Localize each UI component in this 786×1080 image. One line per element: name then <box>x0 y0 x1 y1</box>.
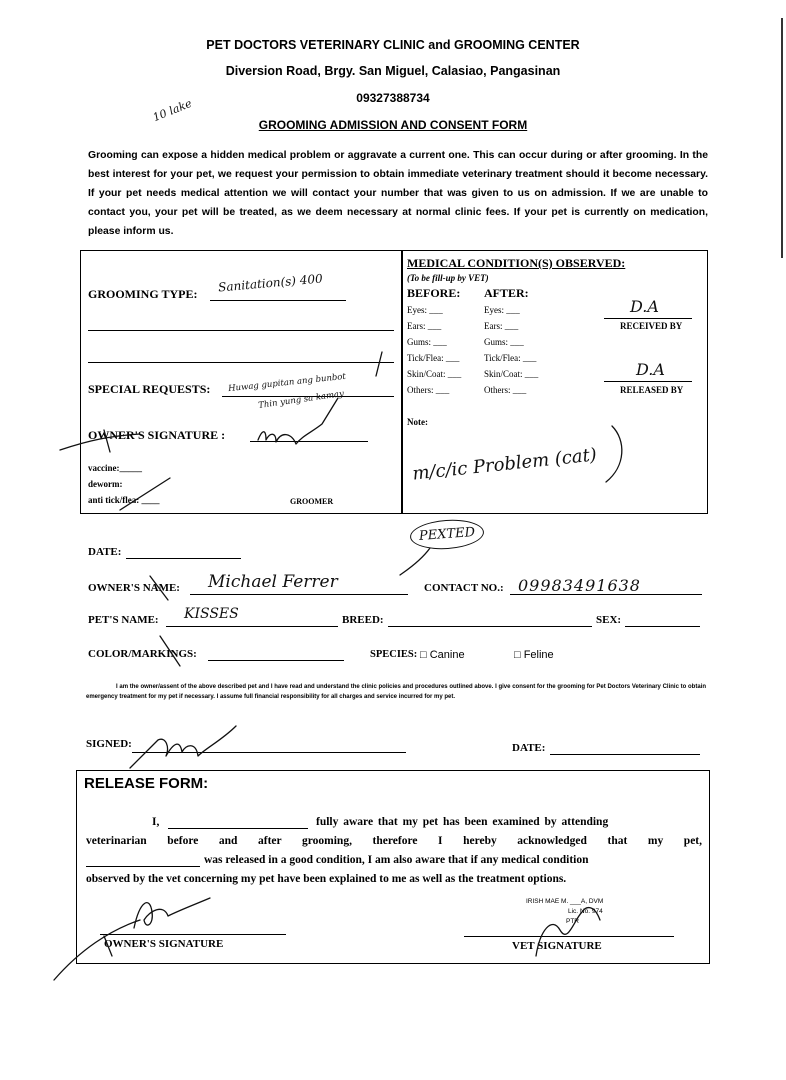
vet-stamp-name: IRISH MAE M. ___A, DVM <box>526 898 604 905</box>
owner-name-label: OWNER'S NAME: <box>88 582 180 594</box>
form-title: GROOMING ADMISSION AND CONSENT FORM <box>258 118 528 132</box>
note-value[interactable]: m/c/ic Problem (cat) <box>411 444 598 485</box>
release-text-1: fully aware that my pet has been examined by attending <box>316 816 609 828</box>
before-tick-flea: Tick/Flea: ___ <box>407 353 460 363</box>
special-requests-label: SPECIAL REQUESTS: <box>88 382 211 396</box>
vet-sig-label: VET SIGNATURE <box>512 940 602 952</box>
released-by-label: RELEASED BY <box>620 385 684 395</box>
contact-value[interactable]: 09983491638 <box>518 576 641 595</box>
release-i: I, <box>152 816 160 828</box>
consent-paragraph: I am the owner/assent of the above described pet and I have read and understand the clinic policies and procedures outlined above. I give consent for the grooming for Pet Doctors Veterinary Clinic to obtain emergency treatment for my pet if necessary. I assume full financial responsibility for all charges and service incurred for my pet. <box>86 684 706 700</box>
medical-conditions-title: MEDICAL CONDITION(S) OBSERVED: <box>407 256 626 270</box>
breed-label: BREED: <box>342 614 384 626</box>
intro-paragraph: Grooming can expose a hidden medical problem or aggravate a current one. This can occur during or after grooming. In the best interest for your pet, we request your permission to obtain immediate veterinary treatment should it become necessary. If your pet needs medical attention we will contact your number that was given to us on admission. If we are unable to contact you, your pet will be treated, as we deem necessary at normal clinic fees. If your pet is currently on medication, please inform us. <box>88 150 708 237</box>
special-requests-bracket <box>376 352 382 376</box>
release-text-3: was released in a good condition, I am also aware that if any medical condition <box>204 854 589 866</box>
color-markings-label: COLOR/MARKINGS: <box>88 648 197 660</box>
stamp-circled: PEXTED <box>409 517 485 551</box>
owner-sig-label: OWNER'S SIGNATURE <box>104 938 224 950</box>
note-closing-paren <box>606 426 622 482</box>
owner-signature-flourish <box>60 434 140 450</box>
owner-signature-label: OWNER'S SIGNATURE : <box>88 428 226 442</box>
released-by-value[interactable]: D.A <box>636 360 665 379</box>
clinic-phone: 09327388734 <box>356 91 430 105</box>
after-tick-flea: Tick/Flea: ___ <box>484 353 537 363</box>
release-owner-scribble <box>134 898 210 928</box>
before-others: Others: ___ <box>407 385 450 395</box>
vaccine-label: vaccine:_____ <box>88 463 142 473</box>
grooming-type-label: GROOMING TYPE: <box>88 287 198 301</box>
grooming-type-value[interactable]: Sanitation(s) 400 <box>217 271 324 295</box>
before-label: BEFORE: <box>407 286 461 300</box>
owner-name-slash <box>150 576 168 600</box>
special-requests-value-2[interactable]: Thin yung sa kamay <box>257 389 345 411</box>
signed-date-label: DATE: <box>512 742 546 754</box>
contact-label: CONTACT NO.: <box>424 582 504 594</box>
release-owner-tick <box>104 936 112 956</box>
clinic-name: PET DOCTORS VETERINARY CLINIC and GROOMING CENTER <box>206 38 580 52</box>
date-label: DATE: <box>88 546 122 558</box>
sex-label: SEX: <box>596 614 622 626</box>
note-label: Note: <box>407 417 428 427</box>
signed-label: SIGNED: <box>86 738 132 750</box>
special-requests-value-1[interactable]: Huwag gupitan ang bunbot <box>227 371 347 395</box>
species-label: SPECIES: <box>370 649 418 660</box>
owner-name-value[interactable]: Michael Ferrer <box>208 572 338 592</box>
clinic-address: Diversion Road, Brgy. San Miguel, Calasiao, Pangasinan <box>225 64 561 78</box>
antitick-strike <box>120 478 170 510</box>
species-canine-option[interactable]: □ Canine <box>420 649 465 661</box>
margin-note: 10 lake <box>151 96 194 125</box>
stamp-tail <box>400 548 430 575</box>
groomer-label: GROOMER <box>290 497 334 506</box>
owner-signature-scribble <box>258 398 338 444</box>
received-by-value[interactable]: D.A <box>630 297 659 316</box>
vet-stamp-ptr: PTR <box>566 918 579 925</box>
pet-name-label: PET'S NAME: <box>88 614 159 626</box>
before-skin-coat: Skin/Coat: ___ <box>407 369 462 379</box>
release-text-2: veterinarian before and after grooming, therefore I hereby acknowledged that my pet, <box>86 835 702 847</box>
medical-conditions-subtitle: (To be fill-up by VET) <box>407 273 489 283</box>
after-gums: Gums: ___ <box>484 337 524 347</box>
vet-stamp-lic: Lic. No. 974 <box>568 908 603 915</box>
color-markings-slash <box>160 636 180 666</box>
before-eyes: Eyes: ___ <box>407 305 443 315</box>
after-label: AFTER: <box>484 286 529 300</box>
before-ears: Ears: ___ <box>407 321 442 331</box>
signed-scribble <box>130 726 236 768</box>
release-owner-sweep <box>54 920 140 980</box>
antitick-label: anti tick/flea: ____ <box>88 495 160 505</box>
after-eyes: Eyes: ___ <box>484 305 520 315</box>
release-text-4: observed by the vet concerning my pet have been explained to me as well as the treatment options. <box>86 873 567 885</box>
before-gums: Gums: ___ <box>407 337 447 347</box>
vet-signature-scribble <box>536 908 600 956</box>
owner-signature-slash <box>104 430 110 452</box>
species-feline-option[interactable]: □ Feline <box>514 649 554 661</box>
release-form-title: RELEASE FORM: <box>84 775 209 792</box>
received-by-label: RECEIVED BY <box>620 321 683 331</box>
deworm-label: deworm: <box>88 479 123 489</box>
after-skin-coat: Skin/Coat: ___ <box>484 369 539 379</box>
after-ears: Ears: ___ <box>484 321 519 331</box>
after-others: Others: ___ <box>484 385 527 395</box>
pet-name-value[interactable]: KISSES <box>184 606 239 622</box>
